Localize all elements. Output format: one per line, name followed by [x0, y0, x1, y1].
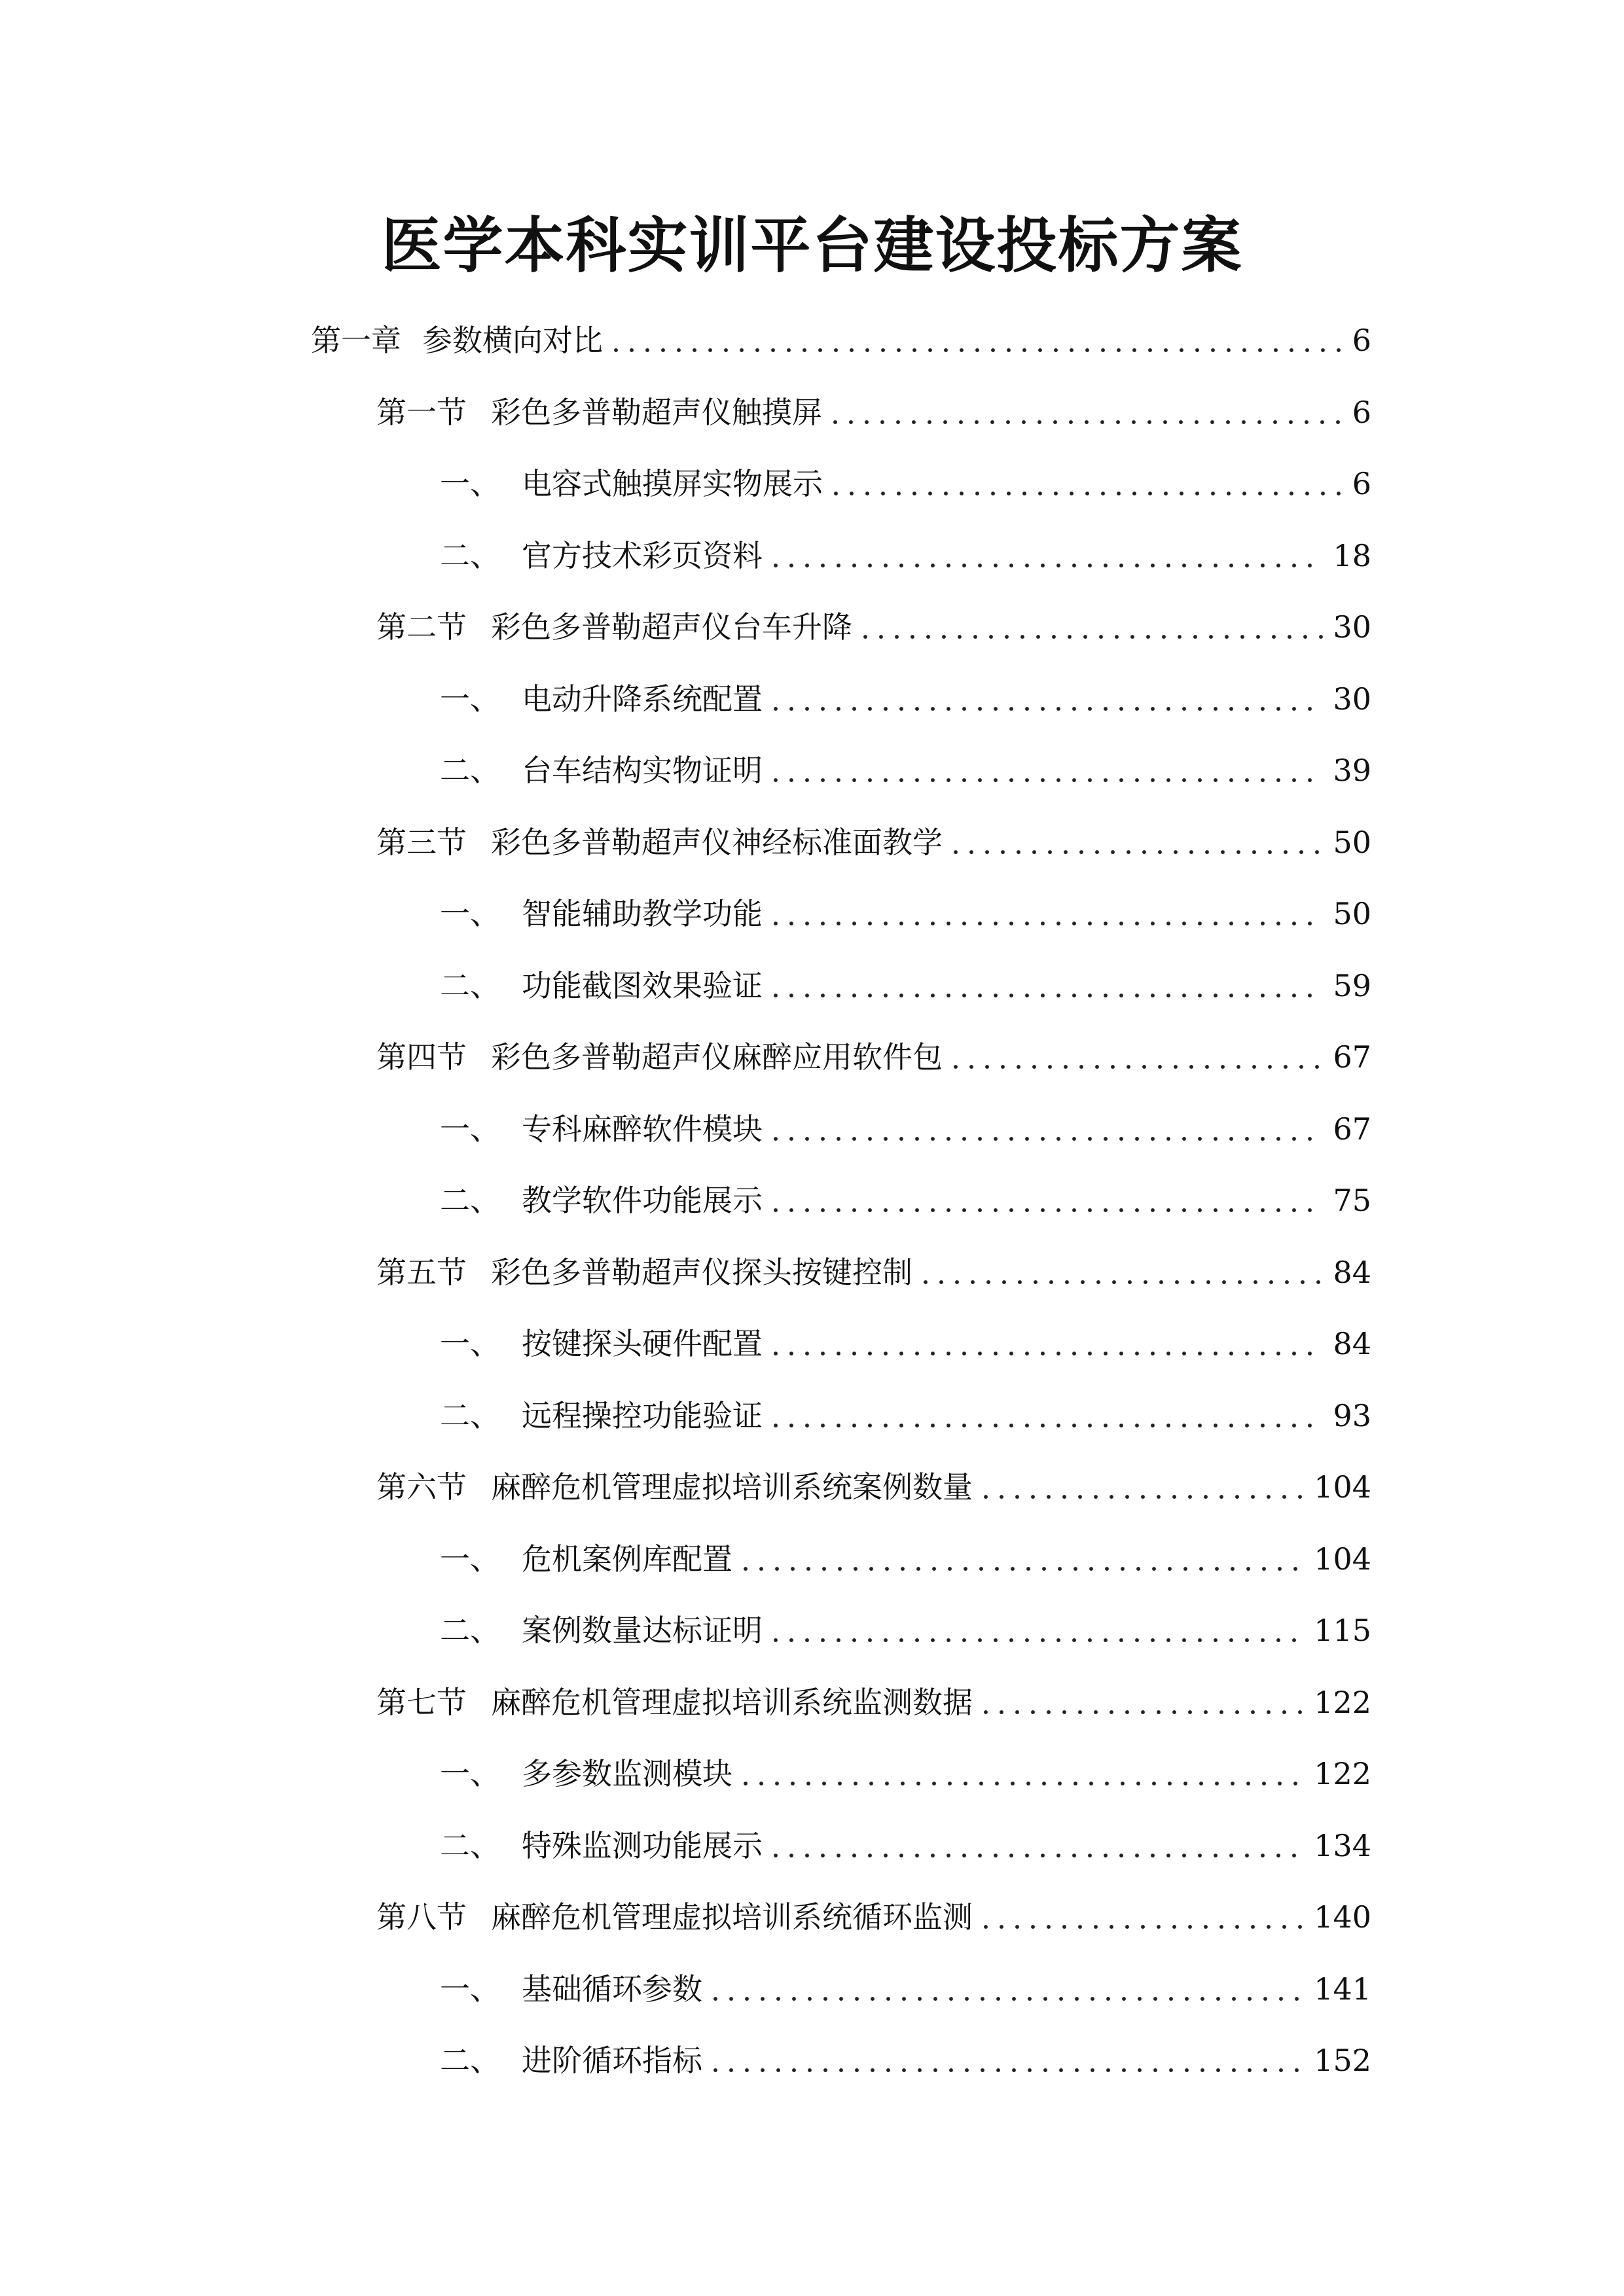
toc-entry-label: 彩色多普勒超声仪台车升降	[491, 609, 852, 645]
toc-entry[interactable]	[440, 1318, 1371, 1370]
toc-entry[interactable]	[376, 1246, 1371, 1299]
toc-entry-number: 一、	[440, 466, 500, 501]
toc-dot-leader	[978, 1709, 1305, 1715]
toc-entry-page-number: 152	[1314, 2043, 1371, 2078]
toc-entry-label: 多参数监测模块	[522, 1756, 732, 1791]
toc-entry-label: 案例数量达标证明	[522, 1613, 763, 1648]
toc-entry-page-number: 141	[1314, 1971, 1371, 2007]
toc-entry[interactable]	[440, 1820, 1371, 1872]
toc-dot-leader	[768, 1852, 1305, 1859]
toc-entry-label: 彩色多普勒超声仪麻醉应用软件包	[491, 1039, 943, 1075]
toc-entry[interactable]	[440, 1103, 1371, 1155]
toc-entry-label: 智能辅助教学功能	[522, 896, 763, 931]
toc-entry[interactable]	[440, 1390, 1371, 1442]
toc-entry-page-number: 30	[1333, 609, 1371, 645]
toc-entry-number: 二、	[440, 753, 500, 788]
toc-entry-number: 一、	[440, 1326, 500, 1361]
toc-entry[interactable]	[440, 673, 1371, 725]
toc-entry-page-number: 93	[1333, 1397, 1371, 1433]
toc-entry-page-number: 39	[1333, 753, 1371, 788]
toc-entry[interactable]	[376, 601, 1371, 653]
toc-entry-number: 第二节	[376, 609, 467, 645]
toc-entry-number: 一、	[440, 896, 500, 931]
toc-entry-number: 二、	[440, 1613, 500, 1648]
toc-entry-number: 二、	[440, 1827, 500, 1863]
toc-entry-label: 专科麻醉软件模块	[522, 1111, 763, 1147]
toc-entry-page-number: 104	[1314, 1469, 1371, 1505]
toc-entry-number: 一、	[440, 681, 500, 717]
toc-entry-page-number: 30	[1333, 681, 1371, 717]
toc-dot-leader	[978, 1924, 1305, 1930]
toc-entry-label: 危机案例库配置	[522, 1541, 732, 1577]
toc-entry-number: 第一节	[376, 394, 467, 430]
toc-entry-number: 一、	[440, 1111, 500, 1147]
toc-dot-leader	[827, 419, 1343, 425]
toc-entry-number: 二、	[440, 537, 500, 573]
toc-entry-number: 二、	[440, 967, 500, 1003]
toc-entry-label: 远程操控功能验证	[522, 1397, 763, 1433]
toc-dot-leader	[918, 1279, 1324, 1285]
toc-entry-label: 彩色多普勒超声仪探头按键控制	[491, 1254, 912, 1290]
toc-entry[interactable]	[376, 1031, 1371, 1083]
toc-entry-number: 第七节	[376, 1684, 467, 1720]
toc-dot-leader	[948, 1064, 1324, 1070]
toc-dot-leader	[768, 1136, 1324, 1142]
toc-entry[interactable]	[440, 1604, 1371, 1657]
toc-entry-page-number: 18	[1333, 537, 1371, 573]
toc-entry-page-number: 6	[1352, 323, 1371, 358]
toc-entry-label: 麻醉危机管理虚拟培训系统案例数量	[491, 1469, 973, 1505]
toc-entry-label: 台车结构实物证明	[522, 753, 763, 788]
toc-entry[interactable]	[376, 816, 1371, 869]
toc-entry-label: 按键探头硬件配置	[522, 1326, 763, 1361]
toc-entry-number: 一、	[440, 1756, 500, 1791]
toc-dot-leader	[828, 490, 1343, 497]
toc-entry[interactable]	[440, 888, 1371, 940]
toc-entry-label: 电容式触摸屏实物展示	[522, 466, 823, 501]
document-title: 医学本科实训平台建设投标方案	[381, 210, 1243, 281]
toc-entry[interactable]	[440, 1748, 1371, 1800]
toc-dot-leader	[768, 1637, 1305, 1643]
toc-entry-page-number: 67	[1333, 1039, 1371, 1075]
toc-entry-page-number: 59	[1333, 967, 1371, 1003]
toc-entry-number: 一、	[440, 1971, 500, 2007]
toc-entry[interactable]	[440, 529, 1371, 582]
toc-dot-leader	[738, 1780, 1305, 1787]
toc-entry-label: 彩色多普勒超声仪触摸屏	[491, 394, 822, 430]
toc-entry-page-number: 6	[1352, 466, 1371, 501]
toc-dot-leader	[768, 1350, 1324, 1357]
toc-entry[interactable]	[376, 386, 1371, 439]
toc-entry-page-number: 115	[1314, 1613, 1371, 1648]
toc-entry-label: 麻醉危机管理虚拟培训系统监测数据	[491, 1684, 973, 1720]
toc-dot-leader	[708, 1996, 1305, 2002]
toc-entry[interactable]	[440, 457, 1371, 510]
toc-entry-label: 功能截图效果验证	[522, 967, 763, 1003]
toc-dot-leader	[738, 1566, 1305, 1572]
toc-entry-page-number: 84	[1333, 1254, 1371, 1290]
toc-entry-number: 第一章	[311, 323, 401, 358]
toc-entry-number: 二、	[440, 1183, 500, 1218]
toc-entry-number: 第五节	[376, 1254, 467, 1290]
toc-entry-page-number: 67	[1333, 1111, 1371, 1147]
toc-entry-label: 彩色多普勒超声仪神经标准面教学	[491, 824, 943, 860]
toc-dot-leader	[608, 347, 1343, 353]
toc-entry-page-number: 75	[1333, 1183, 1371, 1218]
toc-entry[interactable]	[440, 1963, 1371, 2015]
toc-entry[interactable]	[376, 1891, 1371, 1943]
toc-entry-page-number: 104	[1314, 1541, 1371, 1577]
toc-entry-page-number: 122	[1314, 1756, 1371, 1791]
toc-entry-page-number: 50	[1333, 896, 1371, 931]
toc-entry-page-number: 84	[1333, 1326, 1371, 1361]
toc-dot-leader	[768, 562, 1324, 569]
toc-dot-leader	[768, 920, 1324, 927]
toc-entry[interactable]	[311, 314, 1371, 367]
toc-entry-label: 特殊监测功能展示	[522, 1827, 763, 1863]
toc-entry-page-number: 140	[1314, 1899, 1371, 1935]
toc-entry-number: 第八节	[376, 1899, 467, 1935]
toc-entry-number: 第四节	[376, 1039, 467, 1075]
toc-entry[interactable]	[440, 1533, 1371, 1585]
toc-entry-page-number: 50	[1333, 824, 1371, 860]
toc-dot-leader	[768, 1422, 1324, 1429]
toc-entry[interactable]	[440, 744, 1371, 797]
toc-dot-leader	[857, 634, 1324, 640]
toc-dot-leader	[768, 992, 1324, 999]
toc-entry-label: 麻醉危机管理虚拟培训系统循环监测	[491, 1899, 973, 1935]
toc-entry-label: 基础循环参数	[522, 1971, 702, 2007]
toc-entry-label: 进阶循环指标	[522, 2043, 702, 2078]
toc-dot-leader	[708, 2067, 1305, 2073]
toc-entry-label: 电动升降系统配置	[522, 681, 763, 717]
toc-dot-leader	[948, 849, 1324, 855]
toc-entry-number: 一、	[440, 1541, 500, 1577]
toc-dot-leader	[978, 1494, 1305, 1500]
toc-entry-number: 二、	[440, 1397, 500, 1433]
toc-dot-leader	[768, 1207, 1324, 1213]
toc-entry-number: 第三节	[376, 824, 467, 860]
toc-dot-leader	[768, 777, 1324, 783]
toc-entry[interactable]	[376, 1461, 1371, 1513]
toc-entry-label: 官方技术彩页资料	[522, 537, 763, 573]
toc-entry-page-number: 6	[1352, 394, 1371, 430]
toc-entry[interactable]	[440, 2034, 1371, 2087]
toc-entry-number: 二、	[440, 2043, 500, 2078]
toc-entry[interactable]	[440, 960, 1371, 1012]
toc-entry-page-number: 122	[1314, 1684, 1371, 1720]
toc-dot-leader	[768, 706, 1324, 712]
toc-entry[interactable]	[440, 1174, 1371, 1227]
toc-entry-label: 参数横向对比	[422, 323, 603, 358]
toc-entry-page-number: 134	[1314, 1827, 1371, 1863]
toc-entry-label: 教学软件功能展示	[522, 1183, 763, 1218]
toc-entry-number: 第六节	[376, 1469, 467, 1505]
toc-entry[interactable]	[376, 1676, 1371, 1729]
